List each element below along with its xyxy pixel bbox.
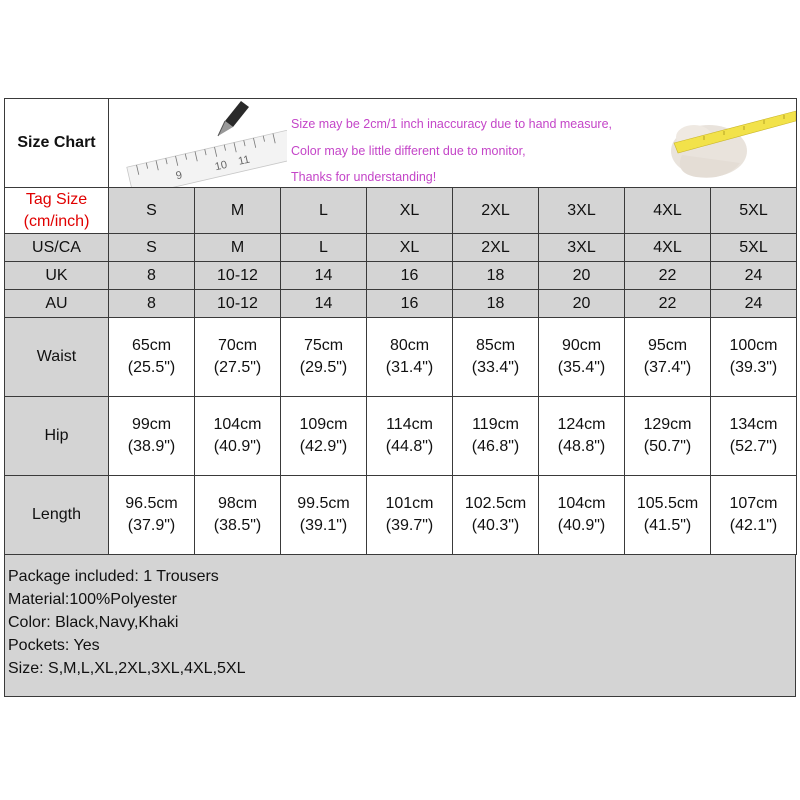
- tag-size-cell: 5XL: [711, 188, 797, 234]
- region-size-cell: 14: [281, 290, 367, 318]
- region-size-cell: 5XL: [711, 234, 797, 262]
- measurement-cm: 85cm: [475, 337, 516, 354]
- region-size-cell: 8: [109, 262, 195, 290]
- tag-size-cell: 2XL: [453, 188, 539, 234]
- measurement-label: Length: [5, 476, 109, 555]
- tag-size-cell: M: [195, 188, 281, 234]
- measurement-cell: [711, 397, 797, 476]
- region-label: UK: [5, 262, 109, 290]
- measurement-cell: [539, 318, 625, 397]
- measurement-inch: (40.3"): [471, 517, 520, 534]
- measurement-cm: 100cm: [729, 337, 778, 354]
- size-chart-sheet: [4, 98, 796, 697]
- region-size-cell: 20: [539, 290, 625, 318]
- measurement-inch: (50.7"): [643, 438, 692, 455]
- measurement-cell: [625, 476, 711, 555]
- product-info-line: Material:100%Polyester: [8, 591, 177, 608]
- region-size-cell: L: [281, 234, 367, 262]
- measurement-row: [5, 397, 797, 476]
- region-row: [5, 262, 797, 290]
- measurement-cell: [453, 476, 539, 555]
- measurement-label: Hip: [5, 397, 109, 476]
- measurement-inch: (46.8"): [471, 438, 520, 455]
- measurement-row: [5, 476, 797, 555]
- product-info-line: Pockets: Yes: [8, 637, 100, 654]
- measurement-row: [5, 318, 797, 397]
- measurement-cell: [281, 476, 367, 555]
- region-size-cell: 3XL: [539, 234, 625, 262]
- measurement-inch: (33.4"): [471, 359, 520, 376]
- region-size-cell: 8: [109, 290, 195, 318]
- measurement-cm: 129cm: [643, 416, 692, 433]
- region-size-cell: 22: [625, 262, 711, 290]
- measurement-cm: 105.5cm: [636, 495, 699, 512]
- measurement-inch: (39.3"): [729, 359, 778, 376]
- measurement-cell: [625, 397, 711, 476]
- measurement-cm: 98cm: [217, 495, 258, 512]
- measurement-cell: [711, 318, 797, 397]
- measurement-cell: [195, 318, 281, 397]
- measuring-tape-hand-illustration: [654, 103, 796, 183]
- tag-size-label: Tag Size (cm/inch): [5, 188, 109, 234]
- measurement-inch: (37.9"): [127, 517, 176, 534]
- measurement-cm: 104cm: [557, 495, 606, 512]
- ruler-label-10: 10: [213, 158, 229, 174]
- measurement-cm: 134cm: [729, 416, 778, 433]
- measurement-cm: 107cm: [729, 495, 778, 512]
- chart-title-text: Size Chart: [17, 134, 96, 151]
- measurement-cell: [281, 318, 367, 397]
- measurement-cm: 104cm: [213, 416, 262, 433]
- region-size-cell: 10-12: [195, 262, 281, 290]
- region-label: US/CA: [5, 234, 109, 262]
- measurement-inch: (39.7"): [385, 517, 434, 534]
- ruler-label-9: 9: [174, 169, 184, 183]
- region-size-cell: 18: [453, 262, 539, 290]
- measurement-cell: [109, 397, 195, 476]
- ruler-label-11: 11: [237, 153, 251, 168]
- region-size-cell: 22: [625, 290, 711, 318]
- measurement-cm: 75cm: [303, 337, 344, 354]
- banner: [109, 99, 796, 187]
- measurement-inch: (42.1"): [729, 517, 778, 534]
- product-info-line: Color: Black,Navy,Khaki: [8, 614, 179, 631]
- tag-size-row: [5, 188, 797, 234]
- region-size-cell: 20: [539, 262, 625, 290]
- measurement-cell: [367, 318, 453, 397]
- measurement-cm: 102.5cm: [464, 495, 527, 512]
- measurement-cell: [539, 397, 625, 476]
- measurement-inch: (40.9"): [557, 517, 606, 534]
- measurement-cell: [367, 397, 453, 476]
- chart-title: [5, 99, 109, 188]
- tag-size-cell: 4XL: [625, 188, 711, 234]
- banner-cell: [109, 99, 797, 188]
- measurement-inch: (25.5"): [127, 359, 176, 376]
- measurement-cell: [281, 397, 367, 476]
- product-info-line: Size: S,M,L,XL,2XL,3XL,4XL,5XL: [8, 660, 246, 677]
- note-color: Color may be little different due to monitor,: [291, 144, 526, 158]
- measurement-cm: 99cm: [131, 416, 172, 433]
- region-size-cell: 4XL: [625, 234, 711, 262]
- measurement-cm: 119cm: [472, 416, 519, 433]
- region-row: [5, 290, 797, 318]
- region-size-cell: 24: [711, 262, 797, 290]
- region-size-cell: S: [109, 234, 195, 262]
- region-size-cell: M: [195, 234, 281, 262]
- measurement-cell: [195, 397, 281, 476]
- tag-size-cell: S: [109, 188, 195, 234]
- measurement-inch: (40.9"): [213, 438, 262, 455]
- pen-icon: [218, 101, 249, 136]
- region-size-cell: 16: [367, 290, 453, 318]
- region-size-cell: 16: [367, 262, 453, 290]
- tag-size-cell: XL: [367, 188, 453, 234]
- measurement-cm: 70cm: [217, 337, 258, 354]
- measurement-cm: 96.5cm: [125, 495, 178, 512]
- measurement-cm: 124cm: [557, 416, 606, 433]
- measurement-cell: [539, 476, 625, 555]
- measurement-inch: (39.1"): [299, 517, 348, 534]
- measurement-inch: (42.9"): [299, 438, 348, 455]
- measurement-inch: (31.4"): [385, 359, 434, 376]
- measurement-cell: [109, 318, 195, 397]
- measurement-cell: [195, 476, 281, 555]
- region-size-cell: 2XL: [453, 234, 539, 262]
- region-label: AU: [5, 290, 109, 318]
- measurement-inch: (52.7"): [729, 438, 778, 455]
- note-thanks: Thanks for understanding!: [291, 170, 437, 184]
- region-size-cell: XL: [367, 234, 453, 262]
- measurement-cell: [453, 397, 539, 476]
- measurement-inch: (38.5"): [213, 517, 262, 534]
- measurement-cell: [711, 476, 797, 555]
- measurement-inch: (35.4"): [557, 359, 606, 376]
- measurement-cell: [625, 318, 711, 397]
- product-info-panel: [4, 555, 796, 697]
- product-info-line: Package included: 1 Trousers: [8, 568, 219, 585]
- measurement-inch: (27.5"): [213, 359, 262, 376]
- ruler-pen-illustration: [117, 99, 287, 187]
- measurement-cm: 95cm: [647, 337, 688, 354]
- measurement-cm: 90cm: [561, 337, 602, 354]
- measurement-cm: 101cm: [385, 495, 434, 512]
- size-chart-table: [4, 98, 797, 555]
- measurement-cell: [453, 318, 539, 397]
- measurement-inch: (41.5"): [643, 517, 692, 534]
- measurement-cell: [109, 476, 195, 555]
- measurement-inch: (37.4"): [643, 359, 692, 376]
- tag-size-cell: L: [281, 188, 367, 234]
- note-accuracy: Size may be 2cm/1 inch inaccuracy due to hand measure,: [291, 117, 613, 131]
- region-size-cell: 10-12: [195, 290, 281, 318]
- tag-size-cell: 3XL: [539, 188, 625, 234]
- header-row: [5, 99, 797, 188]
- measurement-cm: 114cm: [386, 416, 433, 433]
- measurement-inch: (29.5"): [299, 359, 348, 376]
- measurement-label: Waist: [5, 318, 109, 397]
- measurement-cell: [367, 476, 453, 555]
- measurement-cm: 65cm: [131, 337, 172, 354]
- measurement-inch: (48.8"): [557, 438, 606, 455]
- measurement-inch: (44.8"): [385, 438, 434, 455]
- region-row: [5, 234, 797, 262]
- region-size-cell: 18: [453, 290, 539, 318]
- measurement-cm: 109cm: [299, 416, 348, 433]
- region-size-cell: 24: [711, 290, 797, 318]
- region-size-cell: 14: [281, 262, 367, 290]
- measurement-cm: 80cm: [389, 337, 430, 354]
- measurement-inch: (38.9"): [127, 438, 176, 455]
- measurement-cm: 99.5cm: [297, 495, 350, 512]
